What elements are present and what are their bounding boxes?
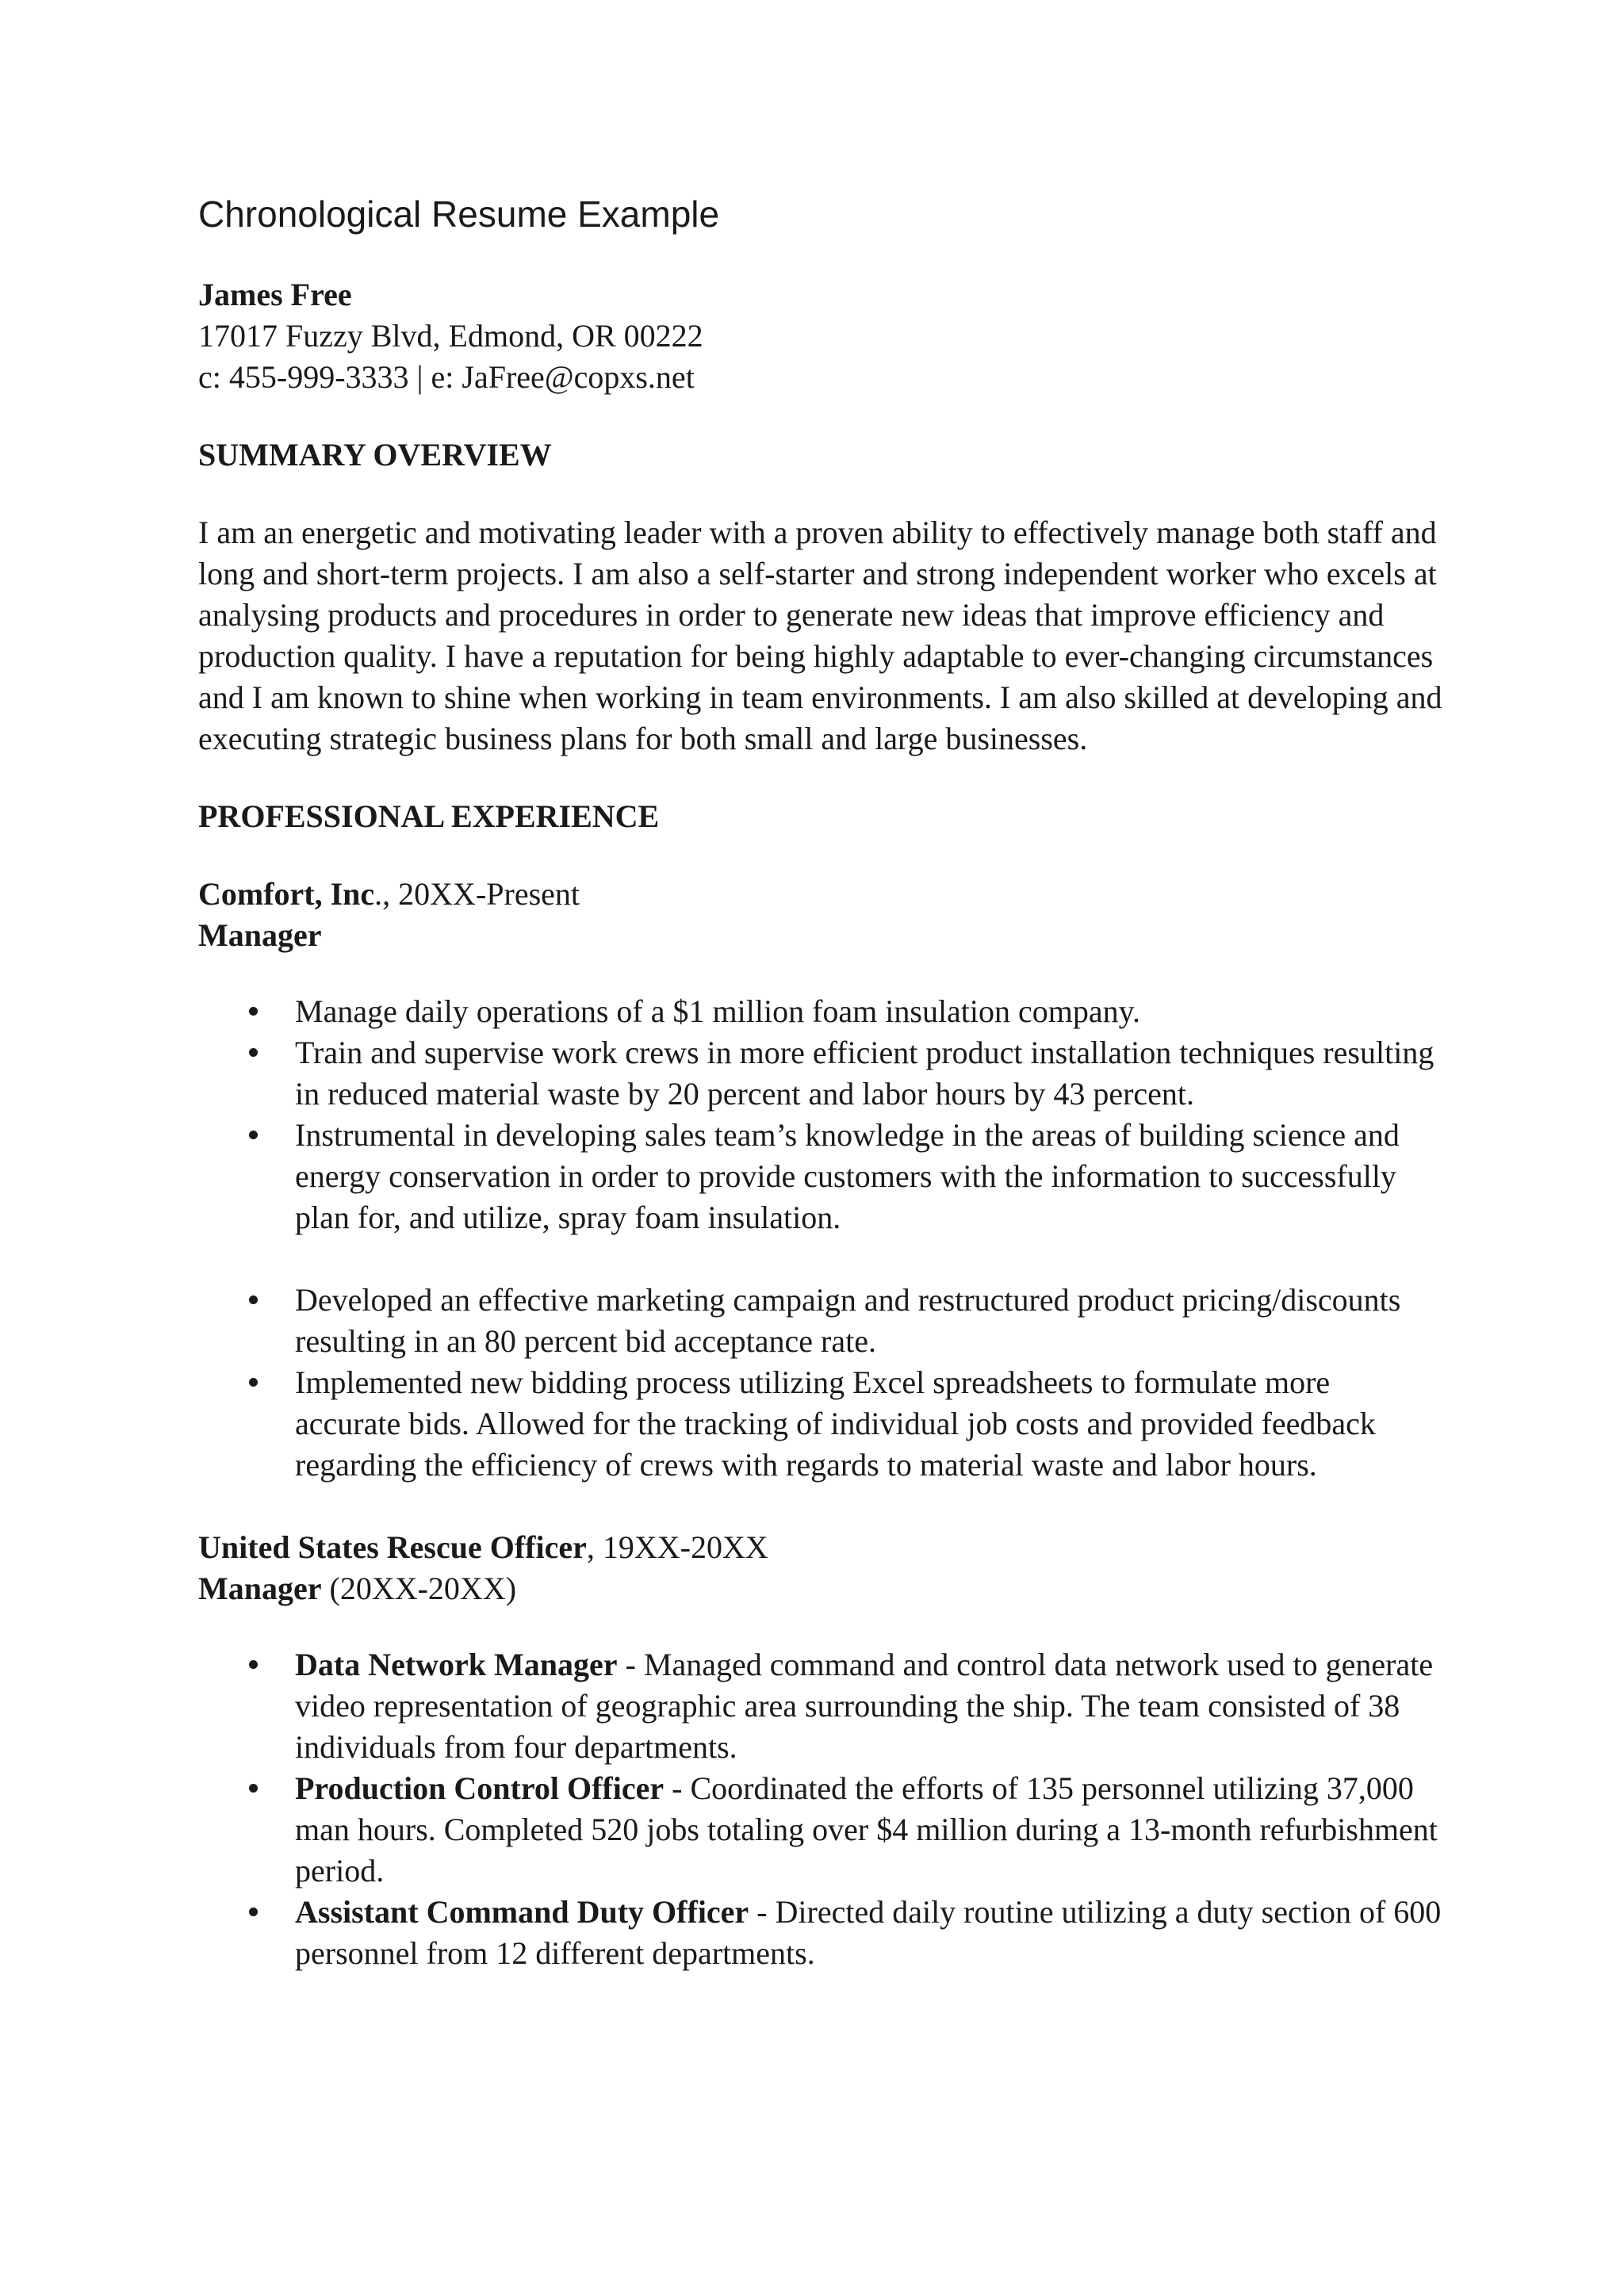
bullet-text: Manage daily operations of a $1 million foam insulation company. [295, 993, 1141, 1029]
bullet-lead: Production Control Officer [295, 1770, 665, 1806]
job-entry-comfort [198, 874, 1443, 1486]
summary-heading: SUMMARY OVERVIEW [198, 437, 552, 473]
bullet-icon [249, 1131, 258, 1139]
list-item [295, 1892, 1443, 1974]
job-dates: , 19XX-20XX [586, 1529, 768, 1565]
job-company: United States Rescue Officer [198, 1529, 587, 1565]
job-role: Manager [198, 917, 322, 953]
bullet-icon [249, 1784, 258, 1793]
candidate-phone-email: c: 455-999-3333 | e: JaFree@copxs.net [198, 359, 695, 395]
job-company-line [198, 874, 1443, 915]
list-item [295, 1768, 1443, 1892]
job-header [198, 874, 1443, 956]
resume-content [198, 190, 1443, 1974]
list-item [295, 1644, 1443, 1768]
job-role-line [198, 1568, 1443, 1609]
list-item [295, 1362, 1443, 1486]
job-role-dates: (20XX-20XX) [321, 1571, 517, 1606]
job-entry-rescue-officer [198, 1527, 1443, 1974]
job-header [198, 1527, 1443, 1609]
job-dates: ., 20XX-Present [374, 876, 580, 912]
job-company: Comfort, Inc [198, 876, 375, 912]
bullet-icon [249, 1048, 258, 1057]
job-role-line [198, 915, 1443, 956]
list-item [295, 1280, 1443, 1362]
bullet-lead: Data Network Manager [295, 1647, 618, 1682]
bullet-text: - Directed daily routine utilizing a duty section of 600 personnel from 12 different departments. [295, 1894, 1442, 1971]
candidate-address: 17017 Fuzzy Blvd, Edmond, OR 00222 [198, 318, 703, 354]
bullet-text: - Coordinated the efforts of 135 personnel utilizing 37,000 man hours. Completed 520 jobs totaling over $4 million during a 13-month refurbishment period. [295, 1770, 1438, 1888]
list-item [295, 1115, 1443, 1238]
job-company-line [198, 1527, 1443, 1568]
candidate-name: James Free [198, 277, 352, 312]
bullet-text: Train and supervise work crews in more efficient product installation techniques resulting in reduced material waste by 20 percent and labor hours by 43 percent. [295, 1035, 1434, 1112]
job-role: Manager [198, 1571, 322, 1606]
bullet-text: - Managed command and control data network used to generate video representation of geographic area surrounding the ship. The team consisted of 38 individuals from four departments. [295, 1647, 1434, 1765]
bullet-text: Implemented new bidding process utilizing Excel spreadsheets to formulate more accurate bids. Allowed for the tracking of individual job costs and provided feedback regarding the efficiency of crews with regards to material waste and labor hours. [295, 1364, 1376, 1483]
summary-text: I am an energetic and motivating leader with a proven ability to effectively manage both staff and long and short-term projects. I am also a self-starter and strong independent worker who excels at analysing products and procedures in order to generate new ideas that improve efficiency and production quality. I have a reputation for being highly adaptable to ever-changing circumstances and I am known to shine when working in team environments. I am also skilled at developing and executing strategic business plans for both small and large businesses. [198, 515, 1442, 756]
job-bullet-list [198, 991, 1443, 1486]
experience-heading: PROFESSIONAL EXPERIENCE [198, 798, 660, 834]
bullet-text: Developed an effective marketing campaign and restructured product pricing/discounts resulting in an 80 percent bid acceptance rate. [295, 1282, 1401, 1359]
contact-block [198, 274, 1443, 398]
bullet-icon [249, 1660, 258, 1669]
bullet-icon [249, 1295, 258, 1304]
bullet-text: Instrumental in developing sales team’s knowledge in the areas of building science and energy conservation in order to provide customers with the information to successfully plan for, and utilize, spray foam insulation. [295, 1117, 1400, 1235]
bullet-icon [249, 1007, 258, 1016]
job-bullet-list [198, 1644, 1443, 1974]
bullet-icon [249, 1908, 258, 1916]
list-item [295, 991, 1443, 1032]
bullet-lead: Assistant Command Duty Officer [295, 1894, 749, 1930]
list-item [295, 1032, 1443, 1115]
document-title: Chronological Resume Example [198, 193, 720, 235]
bullet-icon [249, 1378, 258, 1387]
section-spacer [198, 1486, 1443, 1527]
